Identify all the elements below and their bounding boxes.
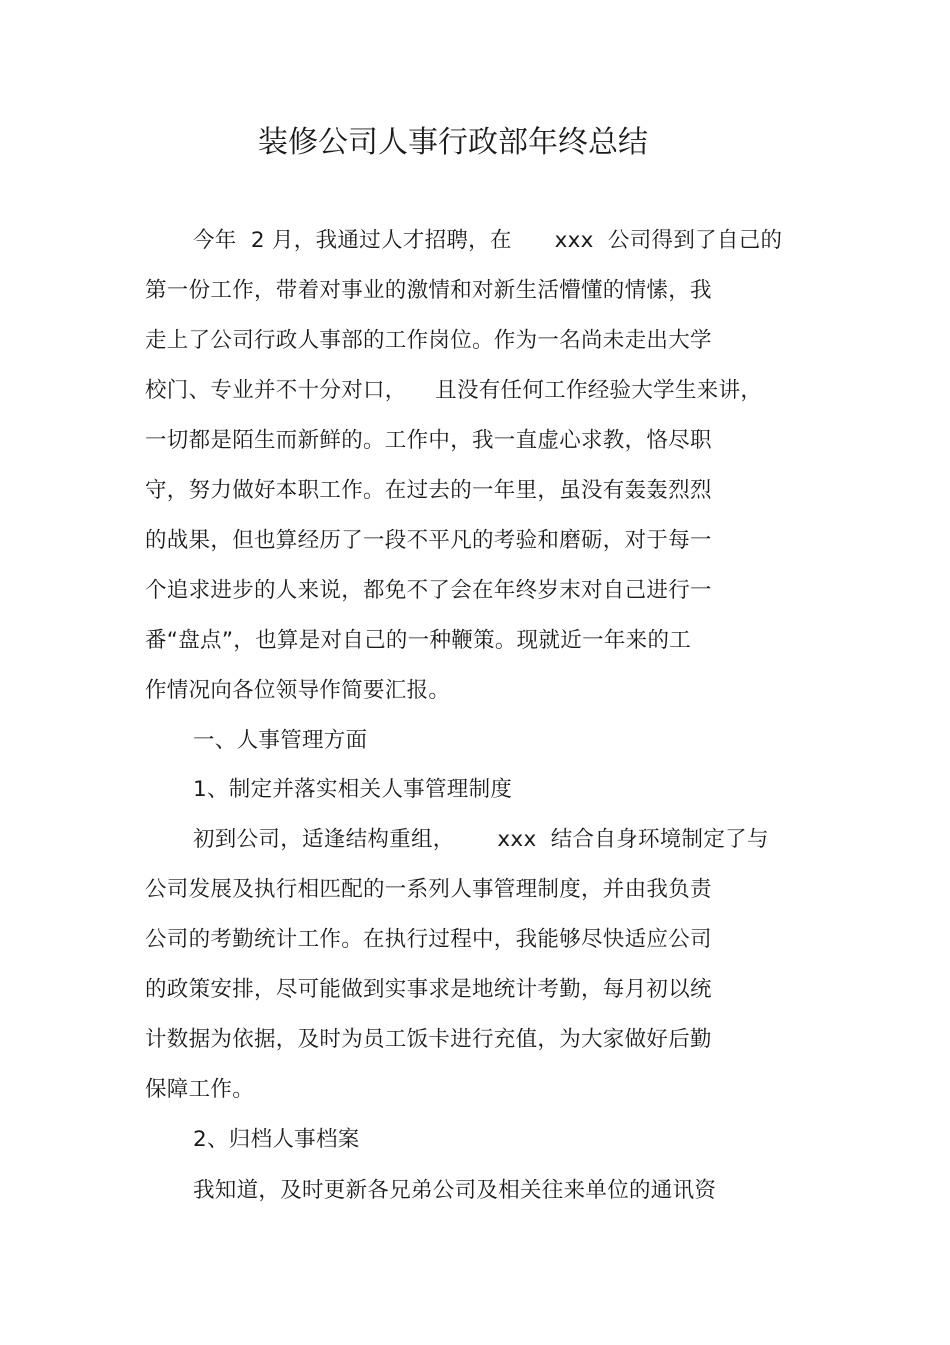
paragraph-line: 个追求进步的人来说，都免不了会在年终岁末对自己进行一 bbox=[145, 578, 712, 603]
paragraph-line: 保障工作。 bbox=[145, 1077, 255, 1102]
section-heading: 一、人事管理方面 bbox=[193, 728, 368, 753]
paragraph-line: 番“盘点”，也算是对自己的一种鞭策。现就近一年来的工 bbox=[145, 628, 692, 653]
paragraph-line: 初到公司，适逢结构重组， xxx 结合自身环境制定了与 bbox=[193, 827, 769, 852]
paragraph-line: 守，努力做好本职工作。在过去的一年里，虽没有轰轰烈烈 bbox=[145, 478, 712, 503]
paragraph-line: 作情况向各位领导作简要汇报。 bbox=[145, 678, 451, 703]
paragraph-line: 的战果，但也算经历了一段不平凡的考验和磨砺，对于每一 bbox=[145, 528, 712, 553]
paragraph-line: 校门、专业并不十分对口， 且没有任何工作经验大学生来讲， bbox=[145, 378, 763, 403]
paragraph-line: 走上了公司行政人事部的工作岗位。作为一名尚未走出大学 bbox=[145, 328, 712, 353]
paragraph-line: 一切都是陌生而新鲜的。工作中，我一直虚心求教，恪尽职 bbox=[145, 428, 712, 453]
document-title: 装修公司人事行政部年终总结 bbox=[258, 125, 648, 160]
subsection-heading: 2、归档人事档案 bbox=[193, 1127, 360, 1152]
paragraph-line: 计数据为依据，及时为员工饭卡进行充值，为大家做好后勤 bbox=[145, 1027, 712, 1052]
paragraph-line: 的政策安排，尽可能做到实事求是地统计考勤，每月初以统 bbox=[145, 977, 712, 1002]
paragraph-line: 第一份工作，带着对事业的激情和对新生活懵懂的情愫，我 bbox=[145, 278, 712, 303]
subsection-heading: 1、制定并落实相关人事管理制度 bbox=[193, 777, 513, 802]
paragraph-line: 今年 2 月，我通过人才招聘，在 xxx 公司得到了自己的 bbox=[193, 228, 783, 253]
paragraph-line: 公司发展及执行相匹配的一系列人事管理制度，并由我负责 bbox=[145, 877, 712, 902]
paragraph-line: 我知道，及时更新各兄弟公司及相关往来单位的通讯资 bbox=[193, 1178, 717, 1203]
paragraph-line: 公司的考勤统计工作。在执行过程中，我能够尽快适应公司 bbox=[145, 927, 712, 952]
